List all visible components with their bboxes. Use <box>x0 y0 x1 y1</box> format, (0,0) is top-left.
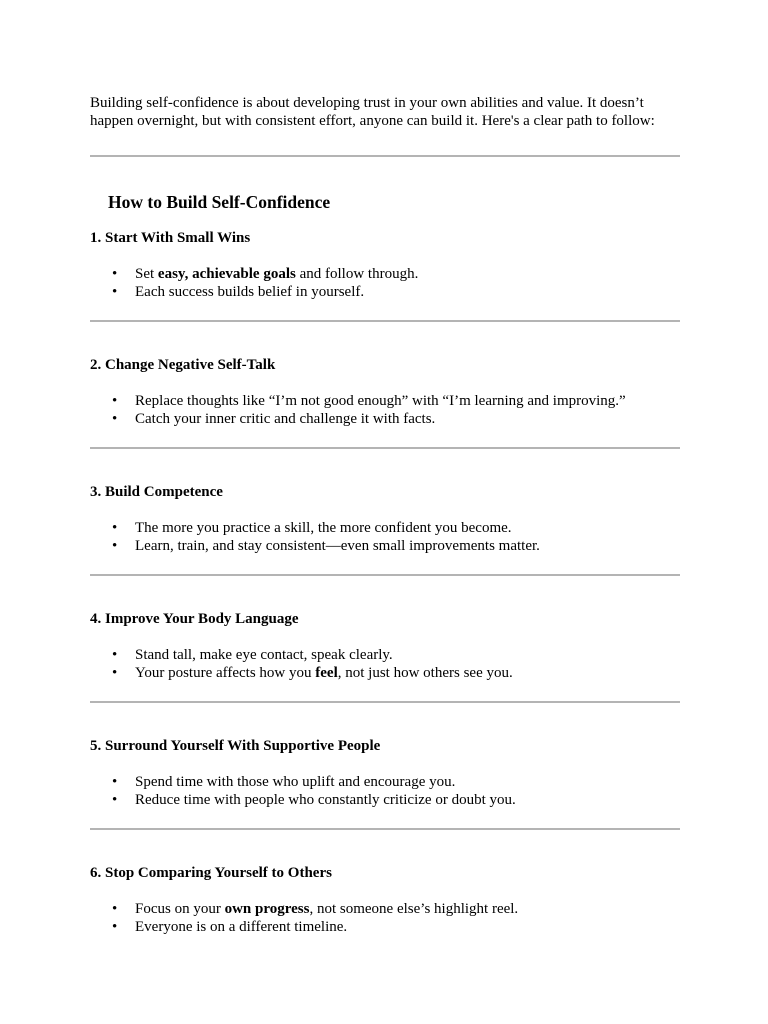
divider <box>90 574 680 576</box>
section-build-competence <box>90 483 680 555</box>
section-heading: 1. Start With Small Wins <box>90 230 251 246</box>
list-item: • Reduce time with people who constantly criticize or doubt you. <box>135 791 680 809</box>
section-heading: 3. Build Competence <box>90 484 223 500</box>
bullet-text: , not someone else’s highlight reel. <box>309 901 519 917</box>
section-heading: 5. Surround Yourself With Supportive People <box>90 738 381 754</box>
list-item: • The more you practice a skill, the more confident you become. <box>135 519 680 537</box>
section-change-negative-self-talk <box>90 356 680 428</box>
bullet-list <box>90 519 680 555</box>
bullet-list <box>90 265 680 301</box>
list-item <box>135 265 680 283</box>
list-item <box>135 900 680 918</box>
bullet-text: Focus on your <box>135 901 225 917</box>
divider <box>90 701 680 703</box>
bullet-emphasis: easy, achievable goals <box>157 266 296 282</box>
bullet-emphasis: own progress <box>224 901 310 917</box>
list-item: • Replace thoughts like “I’m not good enough” with “I’m learning and improving.” <box>135 392 680 410</box>
list-item: • Everyone is on a different timeline. <box>135 918 680 936</box>
section-start-with-small-wins <box>90 229 680 301</box>
section-heading: 2. Change Negative Self-Talk <box>90 357 276 373</box>
list-item: • Spend time with those who uplift and encourage you. <box>135 773 680 791</box>
divider <box>90 447 680 449</box>
section-heading: 6. Stop Comparing Yourself to Others <box>90 865 332 881</box>
list-item: • Stand tall, make eye contact, speak clearly. <box>135 646 680 664</box>
document-body <box>90 94 680 936</box>
section-supportive-people <box>90 737 680 809</box>
bullet-text: , not just how others see you. <box>337 665 513 681</box>
section-heading: 4. Improve Your Body Language <box>90 611 299 627</box>
bullet-emphasis: feel <box>315 665 338 681</box>
list-item: • Catch your inner critic and challenge it with facts. <box>135 410 680 428</box>
bullet-text: and follow through. <box>295 266 419 282</box>
bullet-text: Set <box>135 266 158 282</box>
bullet-list <box>90 646 680 682</box>
list-item <box>135 664 680 682</box>
bullet-text: Your posture affects how you <box>135 665 316 681</box>
document-title: How to Build Self-Confidence <box>108 192 331 212</box>
section-stop-comparing <box>90 864 680 936</box>
intro-paragraph: Building self-confidence is about developing trust in your own abilities and value. It doesn’t happen overnight, but with consistent effort, anyone can build it. Here's a clear path to follow: <box>90 95 655 129</box>
bullet-list <box>90 392 680 428</box>
divider <box>90 828 680 830</box>
section-improve-body-language <box>90 610 680 682</box>
list-item: • Each success builds belief in yourself. <box>135 283 680 301</box>
list-item: • Learn, train, and stay consistent—even small improvements matter. <box>135 537 680 555</box>
divider <box>90 320 680 322</box>
divider <box>90 155 680 157</box>
bullet-list <box>90 900 680 936</box>
bullet-list <box>90 773 680 809</box>
